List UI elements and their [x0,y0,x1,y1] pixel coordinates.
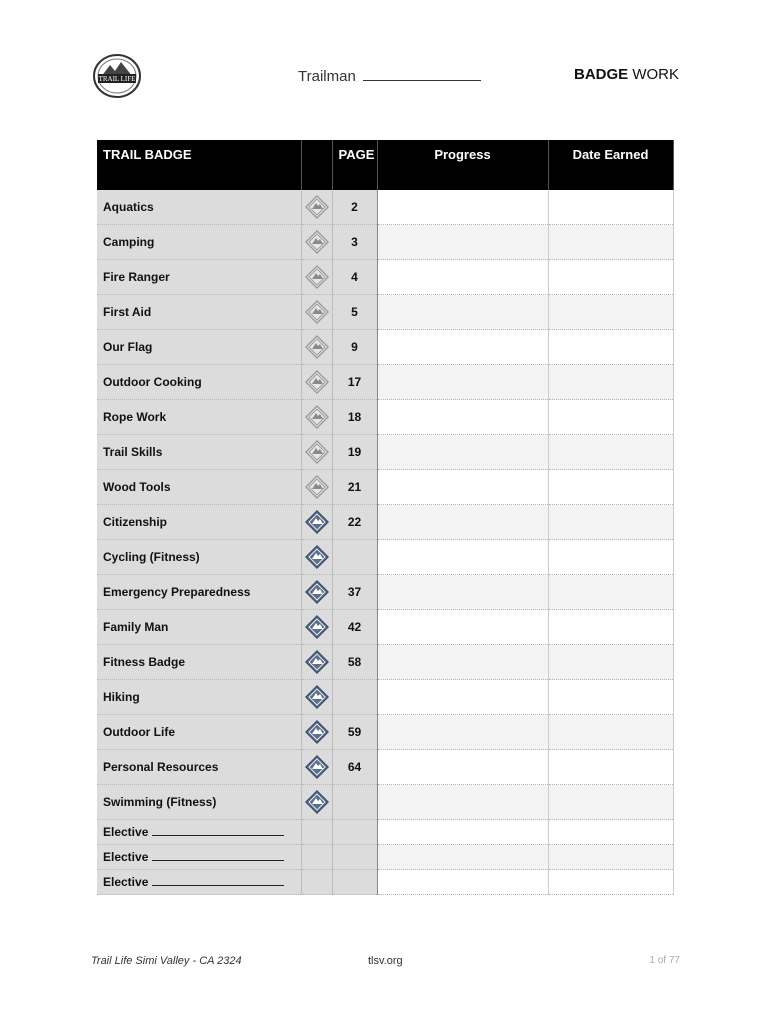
badge-name: Family Man [97,610,301,645]
blue-badge-icon [301,750,332,785]
progress-cell[interactable] [377,540,548,575]
progress-cell[interactable] [377,845,548,870]
page-number: 4 [332,260,377,295]
table-row [97,505,673,540]
date-earned-cell[interactable] [548,540,673,575]
page-number: 22 [332,505,377,540]
page-number: 42 [332,610,377,645]
page-number [332,680,377,715]
date-earned-cell[interactable] [548,870,673,895]
trailman-label: Trailman [298,68,356,85]
badge-name: Outdoor Cooking [97,365,301,400]
elective-row [97,870,673,895]
date-earned-cell[interactable] [548,295,673,330]
page-number: 59 [332,715,377,750]
progress-cell[interactable] [377,610,548,645]
table-row [97,225,673,260]
date-earned-cell[interactable] [548,715,673,750]
badge-name: Aquatics [97,190,301,225]
date-earned-cell[interactable] [548,260,673,295]
progress-cell[interactable] [377,680,548,715]
progress-cell[interactable] [377,435,548,470]
page-number [332,870,377,895]
silver-badge-icon [301,470,332,505]
progress-cell[interactable] [377,295,548,330]
date-earned-cell[interactable] [548,785,673,820]
trailman-name-field [298,66,481,85]
page-number: 19 [332,435,377,470]
table-row [97,575,673,610]
page-number: 17 [332,365,377,400]
blue-badge-icon [301,505,332,540]
date-earned-cell[interactable] [548,190,673,225]
badge-name: Cycling (Fitness) [97,540,301,575]
table-row [97,715,673,750]
table-row [97,365,673,400]
table-row [97,260,673,295]
table-row [97,645,673,680]
badge-name: Citizenship [97,505,301,540]
date-earned-cell[interactable] [548,575,673,610]
page-number: 58 [332,645,377,680]
elective-blank-line[interactable] [152,850,284,861]
blue-badge-icon [301,680,332,715]
badge-name: Fire Ranger [97,260,301,295]
empty-icon-cell [301,820,332,845]
table-row [97,295,673,330]
progress-cell[interactable] [377,365,548,400]
page-title [574,66,679,83]
progress-cell[interactable] [377,785,548,820]
col-progress: Progress [377,140,548,190]
badge-name: Trail Skills [97,435,301,470]
date-earned-cell[interactable] [548,505,673,540]
progress-cell[interactable] [377,190,548,225]
silver-badge-icon [301,260,332,295]
page-number: 5 [332,295,377,330]
table-row [97,785,673,820]
silver-badge-icon [301,295,332,330]
silver-badge-icon [301,435,332,470]
badge-name: Outdoor Life [97,715,301,750]
page-number: 9 [332,330,377,365]
badge-name: Wood Tools [97,470,301,505]
badge-name: Personal Resources [97,750,301,785]
page-number: 21 [332,470,377,505]
progress-cell[interactable] [377,470,548,505]
progress-cell[interactable] [377,225,548,260]
blue-badge-icon [301,785,332,820]
badge-name: Swimming (Fitness) [97,785,301,820]
progress-cell[interactable] [377,575,548,610]
table-row [97,190,673,225]
table-row [97,680,673,715]
badge-name: Rope Work [97,400,301,435]
page-number [332,845,377,870]
elective-label: Elective [97,870,301,895]
page-number [332,785,377,820]
silver-badge-icon [301,190,332,225]
progress-cell[interactable] [377,750,548,785]
blue-badge-icon [301,540,332,575]
date-earned-cell[interactable] [548,845,673,870]
footer-website[interactable]: tlsv.org [368,955,403,967]
date-earned-cell[interactable] [548,435,673,470]
table-header-row [97,140,673,190]
blue-badge-icon [301,645,332,680]
date-earned-cell[interactable] [548,820,673,845]
silver-badge-icon [301,225,332,260]
progress-cell[interactable] [377,505,548,540]
trail-life-logo [92,53,142,99]
page-number: 64 [332,750,377,785]
table-row [97,750,673,785]
progress-cell[interactable] [377,400,548,435]
page-number: 18 [332,400,377,435]
elective-row [97,845,673,870]
page-number: 2 [332,190,377,225]
table-row [97,540,673,575]
page-number [332,820,377,845]
date-earned-cell[interactable] [548,400,673,435]
svg-text:TRAIL LIFE: TRAIL LIFE [98,75,136,83]
table-row [97,470,673,505]
progress-cell[interactable] [377,260,548,295]
footer-troop: Trail Life Simi Valley - CA 2324 [91,955,242,967]
date-earned-cell[interactable] [548,330,673,365]
progress-cell[interactable] [377,645,548,680]
silver-badge-icon [301,330,332,365]
elective-blank-line[interactable] [152,825,284,836]
date-earned-cell[interactable] [548,680,673,715]
badge-name: Hiking [97,680,301,715]
table-row [97,400,673,435]
elective-blank-line[interactable] [152,875,284,886]
date-earned-cell[interactable] [548,225,673,260]
title-bold: BADGE [573,66,629,83]
date-earned-cell[interactable] [548,470,673,505]
silver-badge-icon [301,400,332,435]
blue-badge-icon [301,715,332,750]
badge-name: First Aid [97,295,301,330]
col-page: PAGE [332,140,377,190]
progress-cell[interactable] [377,820,548,845]
table-row [97,435,673,470]
empty-icon-cell [301,845,332,870]
date-earned-cell[interactable] [548,365,673,400]
silver-badge-icon [301,365,332,400]
title-light: WORK [632,66,679,83]
badge-name: Emergency Preparedness [97,575,301,610]
elective-label: Elective [97,820,301,845]
badge-table [97,140,674,895]
trailman-blank-line[interactable] [363,66,481,81]
blue-badge-icon [301,610,332,645]
page-number: 3 [332,225,377,260]
badge-name: Our Flag [97,330,301,365]
table-row [97,330,673,365]
col-date-earned: Date Earned [548,140,673,190]
blue-badge-icon [301,575,332,610]
page-number: 37 [332,575,377,610]
date-earned-cell[interactable] [548,750,673,785]
elective-row [97,820,673,845]
date-earned-cell[interactable] [548,610,673,645]
badge-name: Camping [97,225,301,260]
progress-cell[interactable] [377,870,548,895]
elective-label: Elective [97,845,301,870]
table-row [97,610,673,645]
col-trail-badge: TRAIL BADGE [97,140,301,190]
progress-cell[interactable] [377,715,548,750]
page-number [332,540,377,575]
col-icon [301,140,332,190]
empty-icon-cell [301,870,332,895]
badge-name: Fitness Badge [97,645,301,680]
date-earned-cell[interactable] [548,645,673,680]
progress-cell[interactable] [377,330,548,365]
footer-page-number: 1 of 77 [649,955,680,966]
